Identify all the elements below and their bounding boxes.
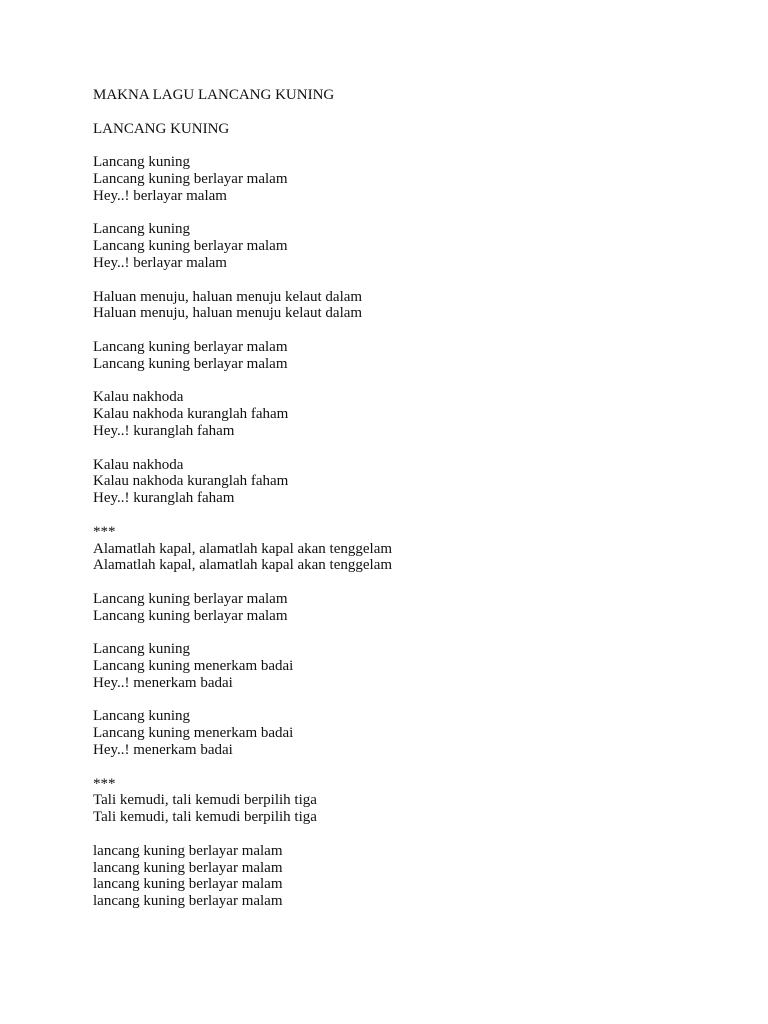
text-line: Hey..! kuranglah faham	[93, 422, 235, 439]
text-line: Hey..! menerkam badai	[93, 742, 233, 759]
text-line: LANCANG KUNING	[93, 120, 230, 137]
text-line: lancang kuning berlayar malam	[93, 842, 283, 859]
text-line: Lancang kuning	[93, 708, 191, 725]
stanza	[93, 591, 392, 625]
text-line: ***	[93, 523, 116, 540]
stanza	[93, 289, 392, 323]
stanza	[93, 339, 392, 373]
text-line: Lancang kuning	[93, 221, 191, 238]
text-line: Hey..! berlayar malam	[93, 254, 227, 271]
text-line: Lancang kuning menerkam badai	[93, 725, 294, 742]
stanza	[93, 221, 392, 271]
text-line: lancang kuning berlayar malam	[93, 893, 283, 910]
text-line: lancang kuning berlayar malam	[93, 859, 283, 876]
stanza	[93, 524, 392, 574]
text-line: Tali kemudi, tali kemudi berpilih tiga	[93, 809, 317, 826]
text-line: lancang kuning berlayar malam	[93, 876, 283, 893]
text-line: Alamatlah kapal, alamatlah kapal akan tenggelam	[93, 540, 393, 557]
stanza	[93, 641, 392, 691]
document-page	[93, 87, 392, 927]
text-line: Lancang kuning	[93, 641, 191, 658]
text-line: Hey..! menerkam badai	[93, 674, 233, 691]
text-line: Lancang kuning menerkam badai	[93, 658, 294, 675]
stanza	[93, 154, 392, 204]
text-line: MAKNA LAGU LANCANG KUNING	[93, 87, 335, 103]
document-title	[93, 87, 392, 104]
stanza	[93, 843, 392, 910]
stanza	[93, 389, 392, 439]
text-line: Lancang kuning berlayar malam	[93, 355, 288, 372]
text-line: ***	[93, 775, 116, 792]
text-line: Lancang kuning berlayar malam	[93, 590, 288, 607]
text-line: Kalau nakhoda kuranglah faham	[93, 473, 289, 490]
text-line: Alamatlah kapal, alamatlah kapal akan tenggelam	[93, 557, 393, 574]
text-line: Kalau nakhoda kuranglah faham	[93, 406, 289, 423]
text-line: Kalau nakhoda	[93, 456, 184, 473]
text-line: Lancang kuning berlayar malam	[93, 338, 288, 355]
stanza	[93, 457, 392, 507]
stanza	[93, 776, 392, 826]
text-line: Tali kemudi, tali kemudi berpilih tiga	[93, 792, 317, 809]
text-line: Haluan menuju, haluan menuju kelaut dalam	[93, 288, 363, 305]
text-line: Hey..! kuranglah faham	[93, 490, 235, 507]
text-line: Kalau nakhoda	[93, 389, 184, 406]
text-line: Haluan menuju, haluan menuju kelaut dalam	[93, 305, 363, 322]
text-line: Lancang kuning berlayar malam	[93, 607, 288, 624]
text-line: Lancang kuning	[93, 154, 191, 171]
text-line: Lancang kuning berlayar malam	[93, 170, 288, 187]
text-line: Hey..! berlayar malam	[93, 187, 227, 204]
song-title	[93, 121, 392, 138]
stanza	[93, 708, 392, 758]
text-line: Lancang kuning berlayar malam	[93, 238, 288, 255]
